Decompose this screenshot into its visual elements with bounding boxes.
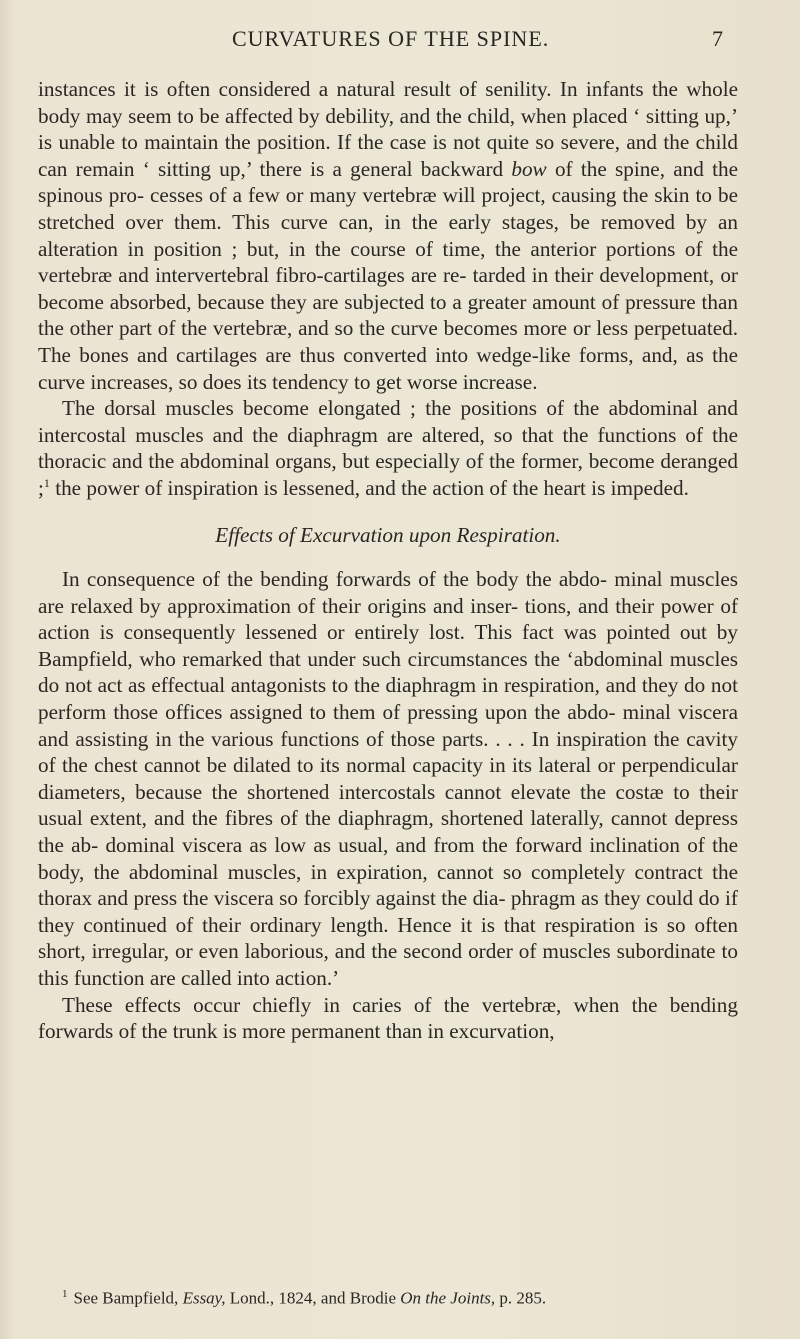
paragraph-2: The dorsal muscles become elongated ; the positions of the abdominal and intercostal muscles and the diaphragm are altered, so that the functions of the thoracic and the abdominal organs, but especially of the former, become deranged ;$^1$ the power of inspiration is lessened, and the action of the heart is impeded. xyxy=(38,396,738,500)
footnote-reference[interactable]: 1 xyxy=(43,475,50,490)
page-number: 7 xyxy=(712,26,724,51)
body-text xyxy=(38,76,738,1045)
paragraph-3: In consequence of the bending forwards of the body the abdo- minal muscles are relaxed by approximation of their origins and inser- tions, and their power of action is consequently lessened or entirely lost. This fact was pointed out by Bampfield, who remarked that under such circumstances the ‘abdominal muscles do not act as effectual antagonists to the diaphragm in respiration, and they do not perform those offices assigned to them of pressing upon the abdo- minal viscera and assisting in the various functions of those parts. . . . In inspiration the cavity of the chest cannot be dilated to its normal capacity in its lateral or perpendicular diameters, because the shortened intercostals cannot elevate the costæ to their usual extent, and the fibres of the diaphragm, shortened laterally, cannot depress the ab- dominal viscera as low as usual, and from the forward inclination of the body, the abdominal muscles, in expiration, cannot so completely contract the thorax and press the viscera so forcibly against the dia- phragm as they could do if they continued of their ordinary length. Hence it is that respiration is so often short, irregular, or even laborious, and the second order of muscles subordinate to this function are called into action.’ xyxy=(38,567,738,990)
footnote: $^1$ See Bampfield, Essay, Lond., 1824, and Brodie On the Joints, p. 285. xyxy=(62,1288,547,1308)
section-heading: Effects of Excurvation upon Respiration. xyxy=(215,522,561,547)
paragraph-4: These effects occur chiefly in caries of the vertebræ, when the bending forwards of the trunk is more permanent than in excurvation, xyxy=(38,992,738,1044)
italic-word: bow xyxy=(511,156,547,181)
paragraph-1: instances it is often considered a natural result of senility. In infants the whole body may seem to be affected by debility, and the child, when placed ‘ sitting up,’ is unable to maintain the position. If the case is not quite so severe, and the child can remain ‘ sitting up,’ there is a general backward bow of the spine, and the spinous pro- cesses of a few or many vertebræ will project, causing the skin to be stretched over them. This curve can, in the early stages, be removed by an alteration in position ; but, in the course of time, the anterior portions of the vertebræ and intervertebral fibro-cartilages are re- tarded in their development, or become absorbed, because they are subjected to a greater amount of pressure than the other part of the vertebræ, and so the curve becomes more or less perpetuated. The bones and cartilages are thus converted into wedge-like forms, and, as the curve increases, so does its tendency to get worse increase. xyxy=(38,77,738,394)
footnote-marker: 1 xyxy=(62,1288,68,1300)
running-title: CURVATURES OF THE SPINE. xyxy=(232,26,550,51)
